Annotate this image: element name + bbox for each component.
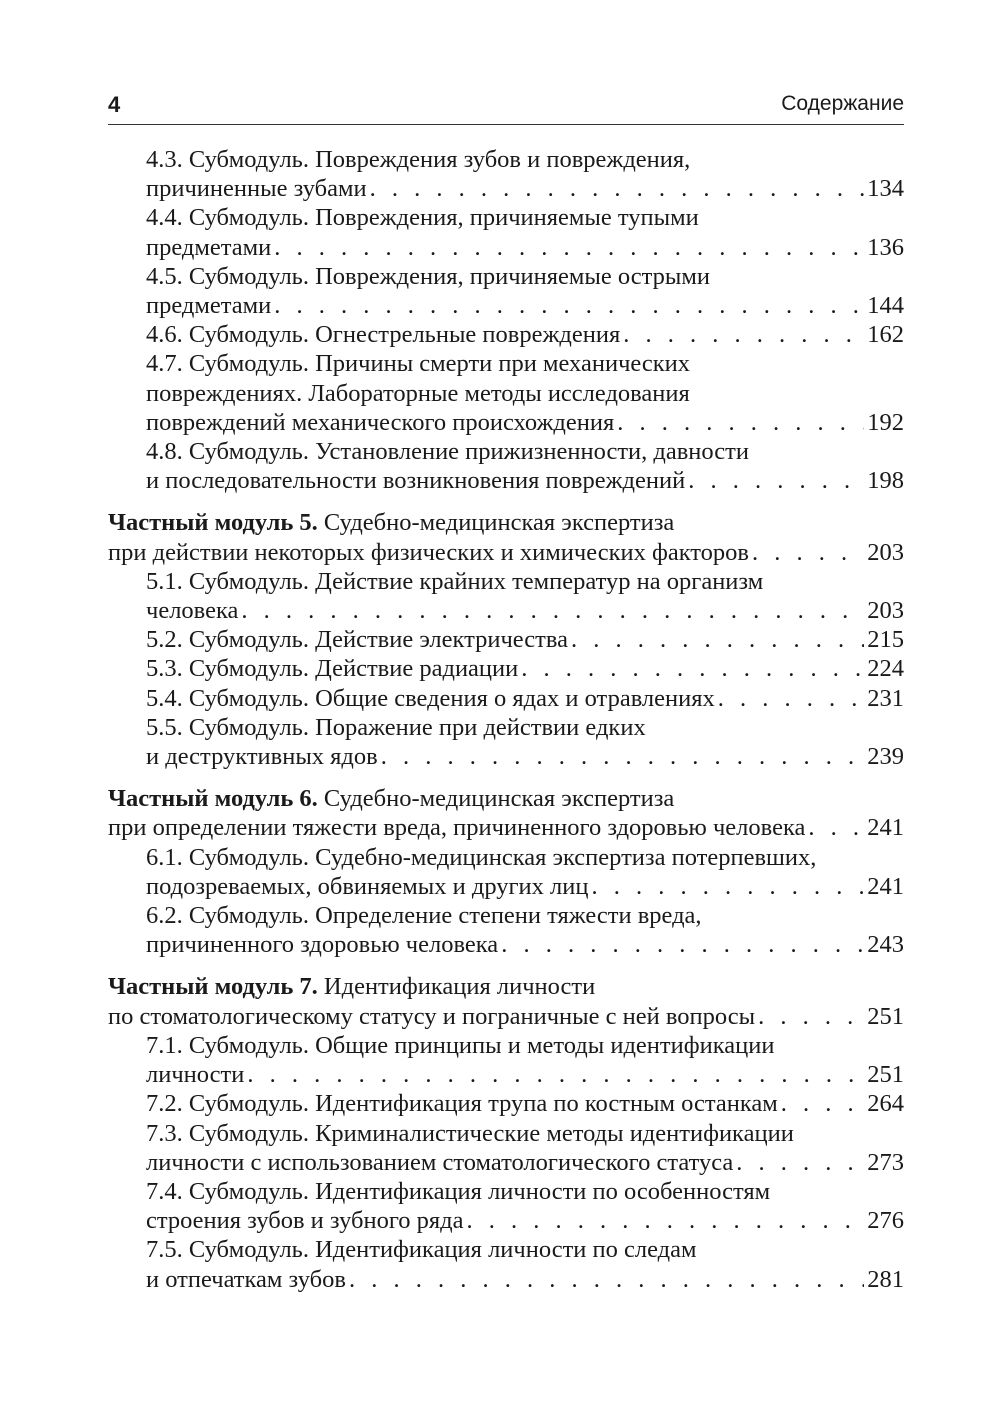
toc-page-number: 144 <box>867 292 904 320</box>
toc-page-number: 198 <box>867 467 904 495</box>
toc-page-number: 264 <box>867 1090 904 1118</box>
toc-entry-leader-line <box>146 291 904 320</box>
toc-entry-text: 5.4. Субмодуль. Общие сведения о ядах и отравлениях <box>146 684 715 712</box>
toc-entry-text: причиненные зубами <box>146 175 367 203</box>
toc-entry-text: 5.1. Субмодуль. Действие крайних температур на организм <box>146 567 764 595</box>
toc-page-number: 281 <box>867 1265 904 1293</box>
dot-leader <box>349 1265 864 1294</box>
toc-entry-text: 7.1. Субмодуль. Общие принципы и методы идентификации <box>146 1031 775 1059</box>
toc-entry-text: причиненного здоровью человека <box>146 931 499 959</box>
toc-page-number: 241 <box>867 872 904 900</box>
toc-module-heading <box>108 508 904 537</box>
toc-module-entry <box>108 508 904 566</box>
toc-submodule-entry <box>108 1177 904 1235</box>
toc-page-number: 203 <box>867 538 904 566</box>
toc-entry-leader-line <box>146 1265 904 1294</box>
toc-entry-leader-line <box>146 466 904 495</box>
toc-entry-text: предметами <box>146 233 272 261</box>
dot-leader <box>688 466 864 495</box>
toc-module-heading <box>108 972 904 1001</box>
toc-entry-text: 7.3. Субмодуль. Криминалистические методы идентификации <box>146 1119 794 1147</box>
toc-entry-leader-line <box>146 742 904 771</box>
toc-entry-leader-line <box>146 233 904 262</box>
toc-entry-leader-line <box>146 1206 904 1235</box>
toc-page-number: 251 <box>867 1061 904 1089</box>
toc-module-heading <box>108 784 904 813</box>
toc-entry-leader-line <box>146 654 904 683</box>
toc-entry-text: по стоматологическому статусу и пограничные с ней вопросы <box>108 1002 756 1030</box>
toc-entry-text: личности с использованием стоматологического статуса <box>146 1148 734 1176</box>
toc-entry-text: повреждений механического происхождения <box>146 408 615 436</box>
dot-leader <box>247 1060 864 1089</box>
toc-submodule-entry <box>108 437 904 495</box>
toc-entry-text: и деструктивных ядов <box>146 743 378 771</box>
toc-entry-text: личности <box>146 1061 245 1089</box>
toc-submodule-entry <box>108 1119 904 1177</box>
dot-leader <box>808 813 864 842</box>
toc-entry-text: 6.1. Субмодуль. Судебно-медицинская экспертиза потерпевших, <box>146 843 817 871</box>
toc-entry-text: человека <box>146 597 239 625</box>
toc-entry-text: 4.8. Субмодуль. Установление прижизненности, давности <box>146 438 749 466</box>
toc-page-number: 203 <box>867 597 904 625</box>
dot-leader <box>736 1148 864 1177</box>
toc-entry-leader-line <box>108 1002 904 1031</box>
dot-leader <box>241 596 864 625</box>
toc-entry-leader-line <box>146 174 904 203</box>
toc-entry-text: подозреваемых, обвиняемых и других лиц <box>146 872 589 900</box>
running-header <box>108 90 904 125</box>
dot-leader <box>381 742 865 771</box>
toc-submodule-entry <box>108 654 904 683</box>
toc-submodule-entry <box>108 320 904 349</box>
toc-entry-text: при действии некоторых физических и химических факторов <box>108 538 749 566</box>
toc-entry-leader-line <box>146 320 904 349</box>
page-number: 4 <box>108 92 121 117</box>
toc-page-number: 239 <box>867 743 904 771</box>
toc-module-label: Частный модуль 7. <box>108 973 318 1001</box>
toc-submodule-entry <box>108 843 904 901</box>
toc-page-number: 192 <box>867 408 904 436</box>
toc-page-number: 241 <box>867 814 904 842</box>
toc-module-entry <box>108 972 904 1030</box>
toc-entry-text: 4.6. Субмодуль. Огнестрельные повреждения <box>146 321 621 349</box>
toc-entry-text: 4.5. Субмодуль. Повреждения, причиняемые острыми <box>146 262 710 290</box>
toc-entry-text: 4.7. Субмодуль. Причины смерти при механических <box>146 350 691 378</box>
toc-entry-text: 4.3. Субмодуль. Повреждения зубов и повреждения, <box>146 146 691 173</box>
toc-entry-text: 5.2. Субмодуль. Действие электричества <box>146 626 568 654</box>
toc-page-number: 251 <box>867 1002 904 1030</box>
toc-module-title: Идентификация личности <box>317 973 596 1001</box>
toc-entry-leader-line <box>146 625 904 654</box>
toc-submodule-entry <box>108 1031 904 1089</box>
toc-entry-leader-line <box>146 596 904 625</box>
toc-page-number: 276 <box>867 1207 904 1235</box>
toc-entry-text: 6.2. Субмодуль. Определение степени тяжести вреда, <box>146 902 702 930</box>
toc-module-entry <box>108 784 904 842</box>
toc-entry-leader-line <box>146 930 904 959</box>
toc-submodule-entry <box>108 349 904 437</box>
toc-submodule-entry <box>108 1089 904 1118</box>
toc-entry-leader-line <box>146 872 904 901</box>
dot-leader <box>467 1206 865 1235</box>
toc-entry-text: 7.5. Субмодуль. Идентификация личности по следам <box>146 1236 697 1264</box>
dot-leader <box>370 174 865 203</box>
dot-leader <box>521 654 864 683</box>
toc-page-number: 134 <box>867 175 904 203</box>
dot-leader <box>501 930 864 959</box>
toc-entry-leader-line <box>146 1060 904 1089</box>
table-of-contents <box>108 145 904 1294</box>
toc-page-number: 231 <box>867 684 904 712</box>
toc-submodule-entry <box>108 901 904 959</box>
toc-page-number: 215 <box>867 626 904 654</box>
toc-entry-leader-line <box>146 1089 904 1118</box>
toc-entry-text: и отпечаткам зубов <box>146 1265 346 1293</box>
dot-leader <box>571 625 864 654</box>
toc-submodule-entry <box>108 684 904 713</box>
toc-submodule-entry <box>108 713 904 771</box>
toc-entry-leader-line <box>108 538 904 567</box>
toc-submodule-entry <box>108 262 904 320</box>
toc-submodule-entry <box>108 567 904 625</box>
toc-page-number: 224 <box>867 655 904 683</box>
toc-entry-leader-line <box>146 408 904 437</box>
section-title: Содержание <box>781 92 904 115</box>
toc-submodule-entry <box>108 1235 904 1293</box>
toc-module-label: Частный модуль 6. <box>108 785 318 813</box>
toc-entry-text: предметами <box>146 292 272 320</box>
dot-leader <box>718 684 864 713</box>
toc-module-label: Частный модуль 5. <box>108 509 318 537</box>
dot-leader <box>591 872 864 901</box>
toc-entry-leader-line <box>146 684 904 713</box>
dot-leader <box>752 538 864 567</box>
dot-leader <box>274 233 864 262</box>
dot-leader <box>623 320 864 349</box>
toc-submodule-entry <box>108 145 904 203</box>
toc-module-title: Судебно-медицинская экспертиза <box>317 509 675 537</box>
toc-module-title: Судебно-медицинская экспертиза <box>317 785 675 813</box>
toc-entry-text: 7.2. Субмодуль. Идентификация трупа по костным останкам <box>146 1090 778 1118</box>
dot-leader <box>274 291 864 320</box>
toc-entry-text: при определении тяжести вреда, причиненного здоровью человека <box>108 814 806 842</box>
toc-submodule-entry <box>108 203 904 261</box>
dot-leader <box>758 1002 864 1031</box>
toc-page-number: 136 <box>867 233 904 261</box>
toc-entry-text: 7.4. Субмодуль. Идентификация личности по особенностям <box>146 1177 771 1205</box>
toc-entry-text: и последовательности возникновения повреждений <box>146 467 686 495</box>
toc-page-number: 273 <box>867 1148 904 1176</box>
toc-entry-text: 5.5. Субмодуль. Поражение при действии едких <box>146 713 646 741</box>
toc-entry-text: 4.4. Субмодуль. Повреждения, причиняемые тупыми <box>146 204 699 232</box>
toc-submodule-entry <box>108 625 904 654</box>
dot-leader <box>781 1089 864 1118</box>
toc-page-number: 162 <box>867 321 904 349</box>
dot-leader <box>617 408 864 437</box>
toc-entry-text: 5.3. Субмодуль. Действие радиации <box>146 655 519 683</box>
toc-entry-text: повреждениях. Лабораторные методы исследования <box>146 379 690 407</box>
toc-entry-leader-line <box>146 1148 904 1177</box>
toc-entry-text: строения зубов и зубного ряда <box>146 1207 464 1235</box>
toc-entry-leader-line <box>108 813 904 842</box>
toc-page-number: 243 <box>867 931 904 959</box>
